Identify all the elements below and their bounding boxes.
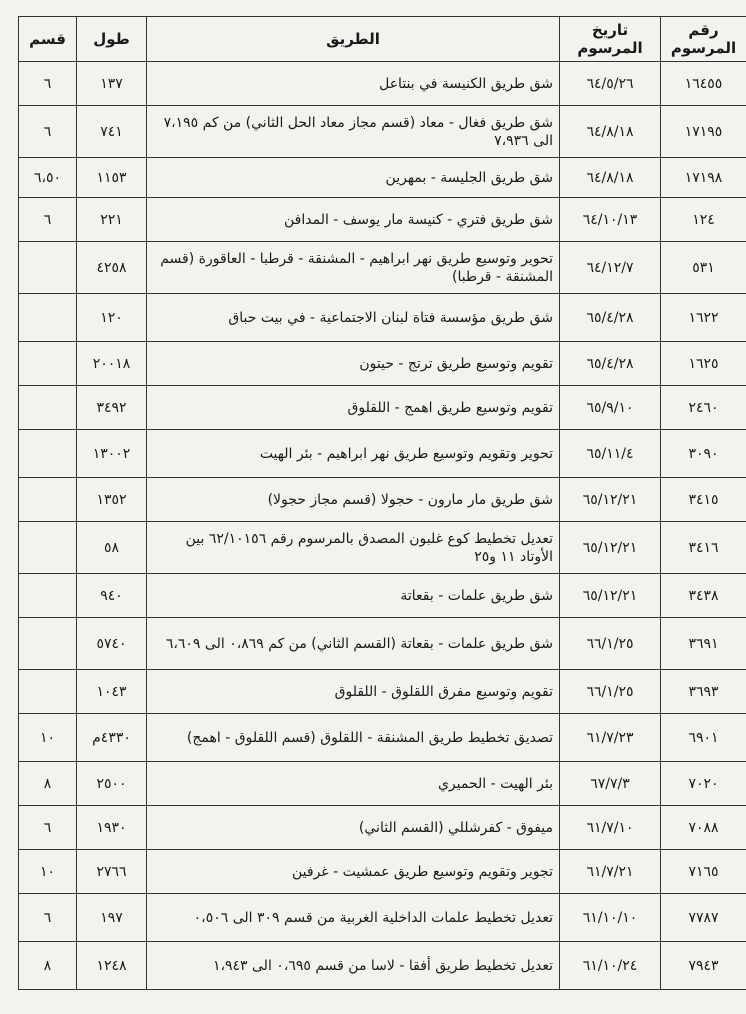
section-cell: ٦،٥٠ [19,158,77,198]
decree-number-cell: ٣٤١٥ [661,478,746,522]
decree-number-cell: ١٢٤ [661,198,746,242]
decree-date-cell: ٦١/٧/١٠ [560,806,661,850]
length-cell: ١٠٤٣ [77,670,147,714]
road-cell: تجوير وتقويم وتوسيع طريق عمشيت - غرفين [147,850,560,894]
table-row [19,106,746,158]
length-cell: ٢٥٠٠ [77,762,147,806]
table-row [19,806,746,850]
road-cell: بئر الهيت - الحميري [147,762,560,806]
section-cell [19,574,77,618]
table-row [19,294,746,342]
table-row [19,478,746,522]
decree-date-cell: ٦١/١٠/٢٤ [560,942,661,990]
road-cell: تقويم وتوسيع طريق اهمج - اللقلوق [147,386,560,430]
section-cell: ٦ [19,806,77,850]
road-cell: تحوير وتوسيع طريق نهر ابراهيم - المشنقة - قرطبا - العاقورة (قسم المشنقة - قرطبا) [147,242,560,294]
section-cell [19,386,77,430]
decree-date-cell: ٦٥/١٢/٢١ [560,478,661,522]
header-decree-date: تاريخ المرسوم [560,17,661,62]
road-cell: شق طريق مؤسسة فتاة لبنان الاجتماعية - في بيت حباق [147,294,560,342]
road-cell: شق طريق الكنيسة في بنتاعل [147,62,560,106]
section-cell: ٦ [19,106,77,158]
section-cell [19,522,77,574]
length-cell: ٤٣٣٠م [77,714,147,762]
decree-number-cell: ٢٤٦٠ [661,386,746,430]
decree-number-cell: ١٧١٩٥ [661,106,746,158]
section-cell [19,294,77,342]
decree-date-cell: ٦٤/٨/١٨ [560,106,661,158]
length-cell: ١١٥٣ [77,158,147,198]
table-row [19,342,746,386]
decree-date-cell: ٦٤/١٢/٧ [560,242,661,294]
length-cell: ١٢٠ [77,294,147,342]
header-road: الطريق [147,17,560,62]
header-length: طول [77,17,147,62]
header-row [19,17,746,62]
roads-decree-table [18,16,746,990]
section-cell [19,342,77,386]
road-cell: تعديل تخطيط علمات الداخلية الغربية من قسم ٣٠٩ الى ٠،٥٠٦ [147,894,560,942]
table-row [19,894,746,942]
length-cell: ٧٤١ [77,106,147,158]
length-cell: ١٣٠٠٢ [77,430,147,478]
decree-number-cell: ٧١٦٥ [661,850,746,894]
length-cell: ٣٤٩٢ [77,386,147,430]
length-cell: ٥٧٤٠ [77,618,147,670]
decree-number-cell: ١٦٢٢ [661,294,746,342]
table-row [19,762,746,806]
decree-date-cell: ٦٥/١١/٤ [560,430,661,478]
length-cell: ١٢٤٨ [77,942,147,990]
section-cell [19,670,77,714]
decree-date-cell: ٦١/١٠/١٠ [560,894,661,942]
table-row [19,522,746,574]
section-cell: ٨ [19,762,77,806]
decree-date-cell: ٦٦/١/٢٥ [560,618,661,670]
road-cell: تقويم وتوسيع طريق ترتج - حيتون [147,342,560,386]
decree-date-cell: ٦١/٧/٢٣ [560,714,661,762]
decree-number-cell: ٣٦٩٣ [661,670,746,714]
decree-number-cell: ٣٤٣٨ [661,574,746,618]
table-row [19,574,746,618]
decree-date-cell: ٦٥/١٢/٢١ [560,574,661,618]
road-cell: تصديق تخطيط طريق المشنقة - اللقلوق (قسم اللقلوق - اهمج) [147,714,560,762]
table-row [19,714,746,762]
decree-number-cell: ٣٠٩٠ [661,430,746,478]
decree-date-cell: ٦٦/١/٢٥ [560,670,661,714]
decree-number-cell: ٧٧٨٧ [661,894,746,942]
table-row [19,618,746,670]
length-cell: ١٣٧ [77,62,147,106]
length-cell: ١٩٧ [77,894,147,942]
table-row [19,386,746,430]
decree-number-cell: ١٦٤٥٥ [661,62,746,106]
section-cell: ٨ [19,942,77,990]
road-cell: شق طريق فغال - معاد (قسم مجاز معاد الحل الثاني) من كم ٧،١٩٥ الى ٧،٩٣٦ [147,106,560,158]
table-row [19,942,746,990]
decree-number-cell: ٧٠٢٠ [661,762,746,806]
header-section: قسم [19,17,77,62]
table-row [19,158,746,198]
table-row [19,62,746,106]
decree-number-cell: ٣٦٩١ [661,618,746,670]
table-row [19,850,746,894]
table-body [19,62,746,990]
section-cell: ٦ [19,198,77,242]
road-cell: ميفوق - كفرشللي (القسم الثاني) [147,806,560,850]
length-cell: ٥٨ [77,522,147,574]
road-cell: شق طريق علمات - بقعاتة (القسم الثاني) من كم ٠،٨٦٩ الى ٦،٦٠٩ [147,618,560,670]
decree-date-cell: ٦٤/٨/١٨ [560,158,661,198]
section-cell [19,242,77,294]
section-cell [19,478,77,522]
table-row [19,198,746,242]
length-cell: ٢٧٦٦ [77,850,147,894]
decree-date-cell: ٦١/٧/٢١ [560,850,661,894]
road-cell: شق طريق علمات - بقعاتة [147,574,560,618]
section-cell: ٦ [19,62,77,106]
road-cell: شق طريق فتري - كنيسة مار يوسف - المدافن [147,198,560,242]
decree-number-cell: ٦٩٠١ [661,714,746,762]
section-cell: ١٠ [19,850,77,894]
decree-number-cell: ١٦٢٥ [661,342,746,386]
road-cell: تعديل تخطيط طريق أفقا - لاسا من قسم ٠،٦٩٥ الى ١،٩٤٣ [147,942,560,990]
section-cell: ٦ [19,894,77,942]
header-decree-number: رقم المرسوم [661,17,746,62]
decree-number-cell: ٧٩٤٣ [661,942,746,990]
section-cell [19,430,77,478]
decree-date-cell: ٦٤/٥/٢٦ [560,62,661,106]
decree-number-cell: ٧٠٨٨ [661,806,746,850]
length-cell: ١٣٥٢ [77,478,147,522]
decree-date-cell: ٦٥/٩/١٠ [560,386,661,430]
road-cell: شق طريق الجليسة - بمهرين [147,158,560,198]
table-row [19,242,746,294]
decree-number-cell: ١٧١٩٨ [661,158,746,198]
decree-date-cell: ٦٥/١٢/٢١ [560,522,661,574]
section-cell [19,618,77,670]
decree-date-cell: ٦٥/٤/٢٨ [560,294,661,342]
length-cell: ١٩٣٠ [77,806,147,850]
road-cell: تحوير وتقويم وتوسيع طريق نهر ابراهيم - بئر الهيت [147,430,560,478]
decree-number-cell: ٣٤١٦ [661,522,746,574]
decree-date-cell: ٦٤/١٠/١٣ [560,198,661,242]
section-cell: ١٠ [19,714,77,762]
road-cell: تعديل تخطيط كوع غلبون المصدق بالمرسوم رقم ٦٢/١٠١٥٦ بين الأوتاد ١١ و٢٥ [147,522,560,574]
road-cell: تقويم وتوسيع مفرق اللقلوق - اللقلوق [147,670,560,714]
length-cell: ٢٢١ [77,198,147,242]
length-cell: ٤٢٥٨ [77,242,147,294]
length-cell: ٩٤٠ [77,574,147,618]
decree-date-cell: ٦٧/٧/٣ [560,762,661,806]
decree-date-cell: ٦٥/٤/٢٨ [560,342,661,386]
length-cell: ٢٠٠١٨ [77,342,147,386]
table-row [19,430,746,478]
road-cell: شق طريق مار مارون - حجولا (قسم مجاز حجولا) [147,478,560,522]
decree-number-cell: ٥٣١ [661,242,746,294]
table-row [19,670,746,714]
